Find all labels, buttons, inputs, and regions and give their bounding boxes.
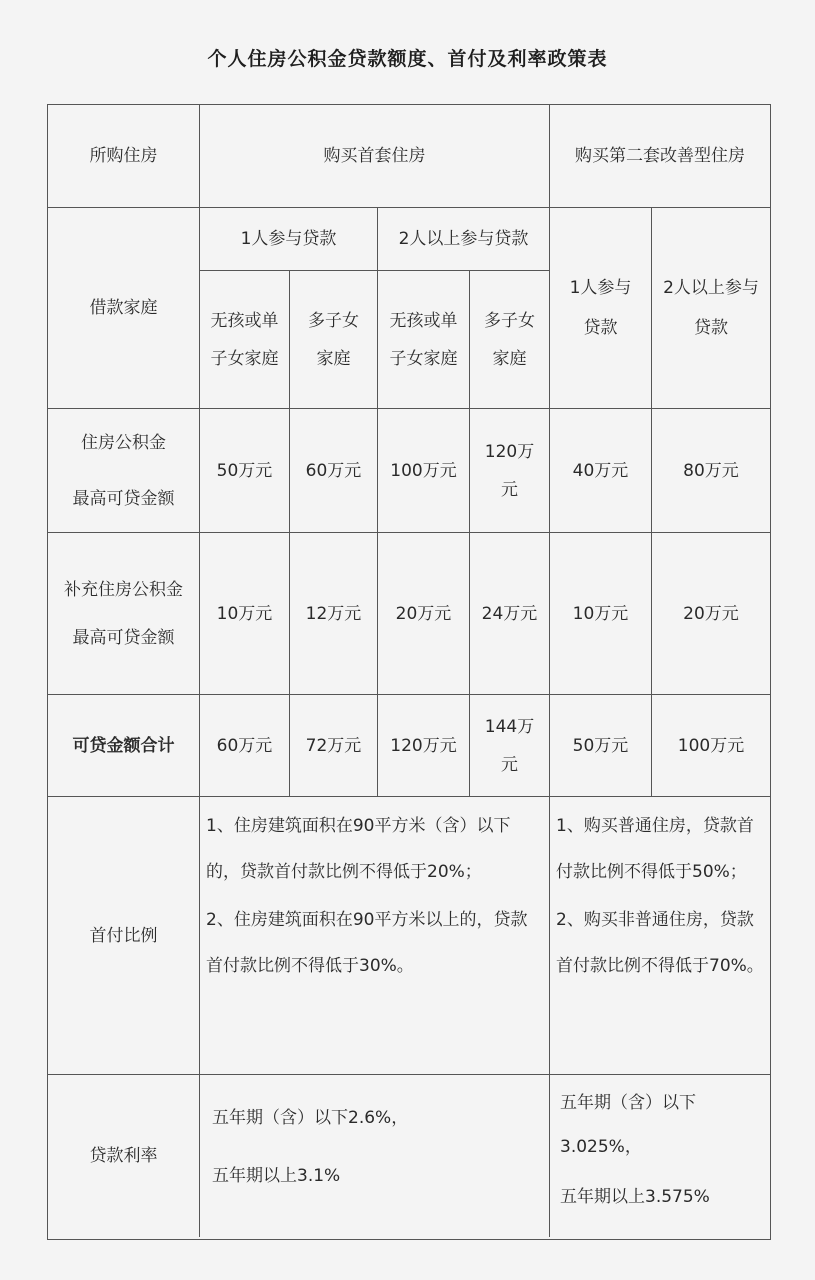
policy-table (47, 104, 771, 1240)
total-cell: 144万元 (470, 695, 550, 797)
total-cell: 100万元 (652, 695, 770, 797)
supplementary-cell: 20万元 (378, 533, 470, 695)
hpf-cell: 80万元 (652, 409, 770, 533)
header-no-child-one: 无孩或单子女家庭 (200, 271, 290, 409)
total-cell: 120万元 (378, 695, 470, 797)
supplementary-cell: 20万元 (652, 533, 770, 695)
interest-rate-first-line-2: 五年期以上3.1% (212, 1166, 341, 1186)
header-two-plus: 2人以上参与贷款 (378, 208, 550, 271)
header-borrower-family: 借款家庭 (48, 208, 200, 409)
row-label-supplementary (48, 533, 200, 695)
header-one-person: 1人参与贷款 (200, 208, 378, 271)
header-no-child-two: 无孩或单子女家庭 (378, 271, 470, 409)
hpf-cell: 50万元 (200, 409, 290, 533)
interest-rate-second-home (550, 1075, 770, 1237)
supplementary-cell: 10万元 (200, 533, 290, 695)
row-label-down-payment: 首付比例 (48, 797, 200, 1075)
row-label-hpf (48, 409, 200, 533)
down-payment-second-rule-1: 1、购买普通住房，贷款首付款比例不得低于50%； (556, 816, 754, 882)
row-label-supplementary-line1: 补充住房公积金 (64, 579, 183, 600)
hpf-cell: 40万元 (550, 409, 652, 533)
hpf-cell: 120万元 (470, 409, 550, 533)
interest-rate-second-line-1: 五年期（含）以下3.025%， (560, 1093, 696, 1157)
down-payment-first-rule-2: 2、住房建筑面积在90平方米以上的，贷款首付款比例不得低于30%。 (206, 910, 528, 976)
interest-rate-first-line-1: 五年期（含）以下2.6%， (212, 1108, 409, 1128)
row-label-hpf-line2: 最高可贷金额 (72, 488, 175, 509)
total-cell: 60万元 (200, 695, 290, 797)
supplementary-cell: 10万元 (550, 533, 652, 695)
header-second-two-plus: 2人以上参与贷款 (652, 208, 770, 409)
down-payment-second-rule-2: 2、购买非普通住房，贷款首付款比例不得低于70%。 (556, 910, 764, 976)
header-second-one-person: 1人参与贷款 (550, 208, 652, 409)
header-first-home: 购买首套住房 (200, 105, 550, 208)
hpf-cell: 60万元 (290, 409, 378, 533)
total-cell: 50万元 (550, 695, 652, 797)
down-payment-second-home (550, 797, 770, 1075)
interest-rate-first-home (200, 1075, 550, 1237)
down-payment-first-rule-1: 1、住房建筑面积在90平方米（含）以下的，贷款首付款比例不得低于20%； (206, 816, 511, 882)
down-payment-first-home (200, 797, 550, 1075)
interest-rate-second-line-2: 五年期以上3.575% (560, 1187, 710, 1207)
header-multi-child-one: 多子女家庭 (290, 271, 378, 409)
header-housing-type: 所购住房 (48, 105, 200, 208)
header-multi-child-two: 多子女家庭 (470, 271, 550, 409)
row-label-hpf-line1: 住房公积金 (81, 432, 166, 453)
row-label-total: 可贷金额合计 (48, 695, 200, 797)
supplementary-cell: 12万元 (290, 533, 378, 695)
row-label-interest-rate: 贷款利率 (48, 1075, 200, 1237)
supplementary-cell: 24万元 (470, 533, 550, 695)
hpf-cell: 100万元 (378, 409, 470, 533)
page-title: 个人住房公积金贷款额度、首付及利率政策表 (207, 48, 608, 70)
row-label-supplementary-line2: 最高可贷金额 (72, 627, 175, 648)
header-second-home: 购买第二套改善型住房 (550, 105, 770, 208)
total-cell: 72万元 (290, 695, 378, 797)
